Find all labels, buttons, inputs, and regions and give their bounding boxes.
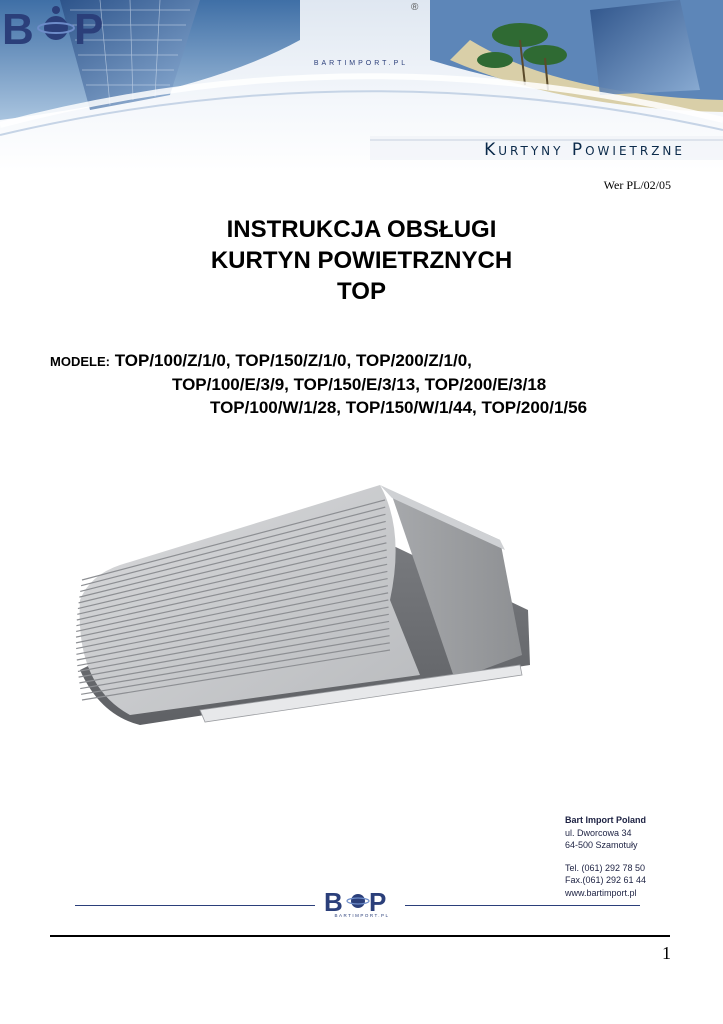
- title-line-1: INSTRUKCJA OBSŁUGI: [226, 216, 497, 243]
- company-city: 64-500 Szamotuły: [565, 840, 638, 850]
- document-title: [0, 214, 723, 307]
- models-line-3: TOP/100/W/1/28, TOP/150/W/1/44, TOP/200/1/56: [210, 398, 588, 417]
- title-line-3: TOP: [337, 278, 386, 305]
- svg-text:B: B: [2, 5, 34, 54]
- company-footer: [50, 798, 670, 928]
- company-address: [565, 814, 646, 899]
- logo-subtitle: BARTIMPORT.PL: [313, 60, 409, 67]
- page-number: 1: [662, 943, 671, 963]
- svg-text:P: P: [369, 887, 387, 917]
- registered-mark: ®: [411, 2, 419, 13]
- models-label: MODELE:: [50, 354, 110, 369]
- models-list: [50, 349, 587, 419]
- company-street: ul. Dworcowa 34: [565, 827, 632, 838]
- footer-logo-subtitle: BARTIMPORT.PL: [334, 913, 390, 918]
- svg-text:B: B: [324, 887, 343, 917]
- company-name: Bart Import Poland: [565, 815, 647, 825]
- company-tel: Tel. (061) 292 78 50: [565, 862, 646, 873]
- air-curtain-image: [60, 470, 540, 745]
- banner-title: Kurtyny Powietrzne: [484, 140, 685, 160]
- models-line-2: TOP/100/E/3/9, TOP/150/E/3/13, TOP/200/E/3/18: [172, 375, 547, 394]
- version-label: Wer PL/02/05: [603, 178, 671, 192]
- footer-divider-right: [405, 905, 640, 906]
- models-text-1: TOP/100/Z/1/0, TOP/150/Z/1/0, TOP/200/Z/1/0,: [114, 351, 472, 370]
- bip-logo: [0, 0, 112, 60]
- company-fax: Fax.(061) 292 61 44: [565, 875, 647, 885]
- models-line-1: [50, 349, 587, 373]
- title-line-2: KURTYN POWIETRZNYCH: [210, 247, 513, 274]
- svg-text:P: P: [74, 5, 104, 54]
- company-web: www.bartimport.pl: [565, 887, 637, 898]
- footer-divider-left: [75, 905, 315, 906]
- page-divider: [50, 935, 670, 937]
- header-banner: [0, 0, 723, 170]
